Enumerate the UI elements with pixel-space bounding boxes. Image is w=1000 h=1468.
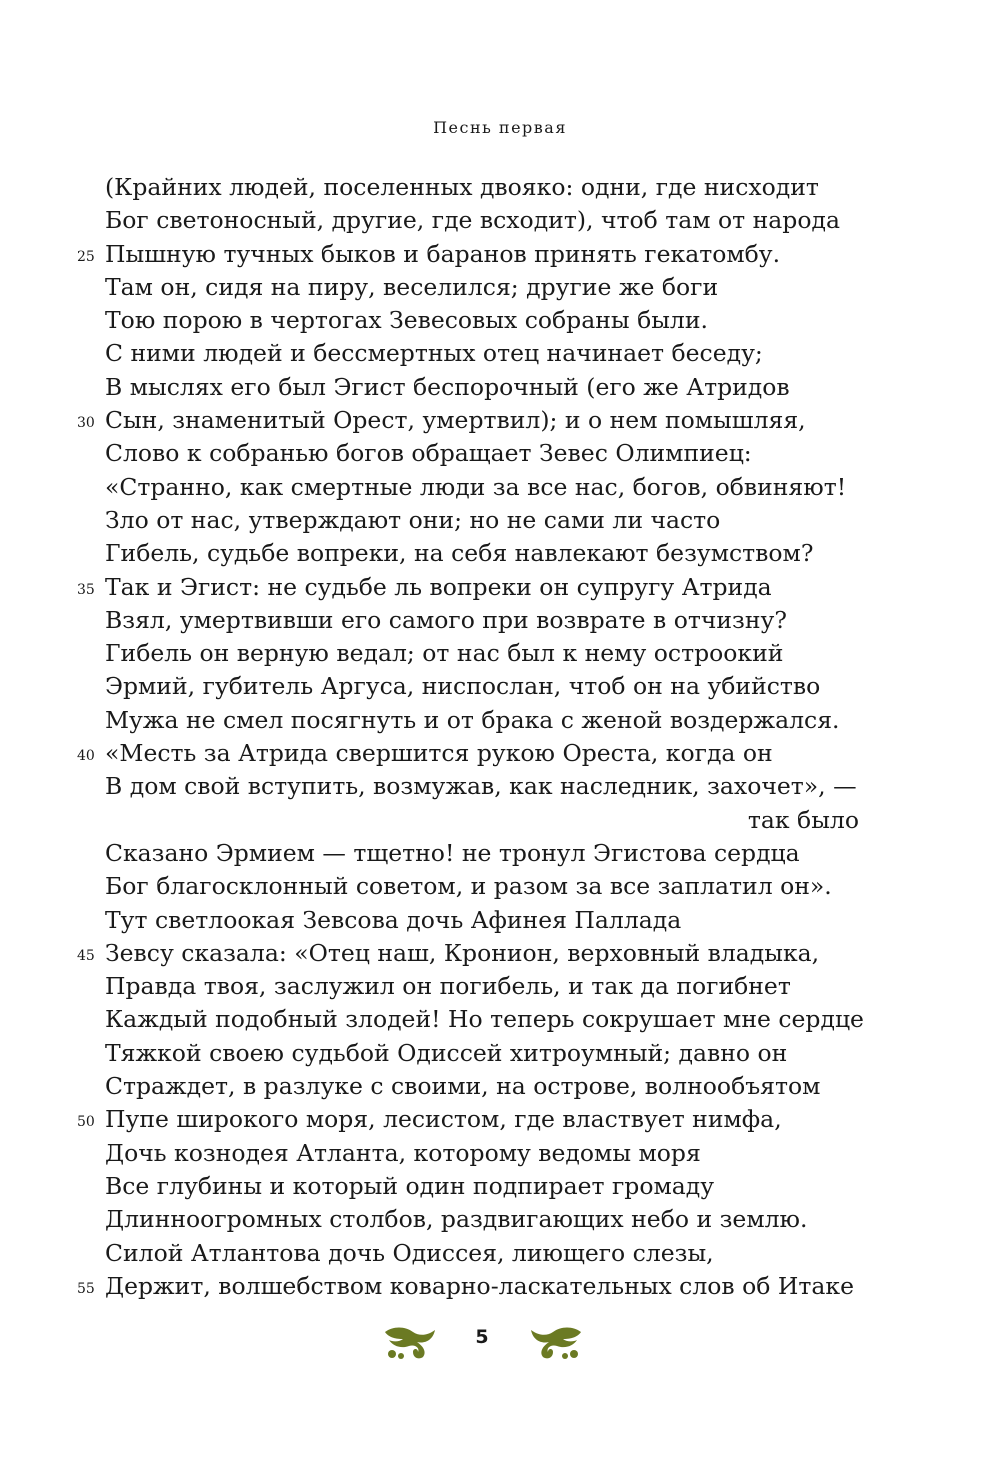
page-footer xyxy=(0,1324,1000,1364)
line-text: Гибель, судьбе вопреки, на себя навлекают безумством? xyxy=(105,539,814,568)
poem-line xyxy=(0,870,1000,903)
poem-line xyxy=(0,1037,1000,1070)
line-text: Пупе широкого моря, лесистом, где властвует нимфа, xyxy=(105,1105,782,1134)
line-text: Тут светлоокая Зевсова дочь Афинея Паллада xyxy=(105,905,682,934)
poem-line xyxy=(0,504,1000,537)
poem-line xyxy=(0,737,1000,770)
poem-line xyxy=(0,371,1000,404)
poem-line xyxy=(0,1070,1000,1103)
poem-line xyxy=(0,471,1000,504)
line-text: В мыслях его был Эгист беспорочный (его же Атридов xyxy=(105,372,790,401)
left-ornament-icon xyxy=(383,1324,437,1360)
line-text: Слово к собранью богов обращает Зевес Олимпиец: xyxy=(105,439,752,468)
line-text: Тяжкой своею судьбой Одиссей хитроумный; давно он xyxy=(105,1038,788,1067)
line-text: Силой Атлантова дочь Одиссея, лиющего слезы, xyxy=(105,1238,714,1267)
line-number: 40 xyxy=(77,748,95,765)
line-text: Эрмий, губитель Аргуса, ниспослан, чтоб он на убийство xyxy=(105,672,821,701)
line-text: В дом свой вступить, возмужав, как наследник, захочет», — xyxy=(105,772,857,801)
poem-line xyxy=(0,171,1000,204)
line-number: 50 xyxy=(77,1114,95,1131)
right-ornament-icon xyxy=(529,1324,583,1360)
line-text: С ними людей и бессмертных отец начинает беседу; xyxy=(105,339,763,368)
poem-line xyxy=(0,704,1000,737)
poem-line xyxy=(0,970,1000,1003)
line-text: Пышную тучных быков и баранов принять гекатомбу. xyxy=(105,239,781,268)
line-text: Бог благосклонный советом, и разом за все заплатил он». xyxy=(105,872,832,901)
line-text: Так и Эгист: не судьбе ль вопреки он супругу Атрида xyxy=(105,572,772,601)
poem-line xyxy=(0,204,1000,237)
line-text: Сказано Эрмием — тщетно! не тронул Эгистова сердца xyxy=(105,838,800,867)
poem-line xyxy=(0,437,1000,470)
poem-line xyxy=(0,238,1000,271)
line-text: (Крайних людей, поселенных двояко: одни, где нисходит xyxy=(105,173,819,201)
line-text: Зло от нас, утверждают они; но не сами ли часто xyxy=(105,505,721,534)
poem-line xyxy=(0,604,1000,637)
line-text: Дочь козн​одея Атланта, которому ведомы моря xyxy=(105,1138,701,1167)
line-number: 35 xyxy=(77,581,95,598)
poem-line xyxy=(0,304,1000,337)
line-text: Тою порою в чертогах Зевесовых собраны были. xyxy=(105,306,708,335)
poem-line xyxy=(0,337,1000,370)
poem-text xyxy=(0,171,1000,1303)
poem-line xyxy=(0,271,1000,304)
poem-line xyxy=(0,770,1000,803)
line-text: Бог светоносный, другие, где всходит), чтоб там от народа xyxy=(105,206,840,235)
line-text: Длинноогромных столбов, раздвигающих небо и землю. xyxy=(105,1205,808,1234)
poem-line xyxy=(0,937,1000,970)
poem-line xyxy=(0,670,1000,703)
poem-line xyxy=(0,804,1000,837)
page-number: 5 xyxy=(475,1326,489,1348)
line-text: Сын, знаменитый Орест, умертвил); и о нем помышляя, xyxy=(105,406,806,435)
poem-line xyxy=(0,1103,1000,1136)
line-text: Все глубины и который один подпирает громаду xyxy=(105,1171,715,1200)
line-text: Мужа не смел посягнуть и от брака с женой воздержался. xyxy=(105,705,840,734)
line-number: 25 xyxy=(77,248,95,265)
line-text: Каждый подобный злодей! Но теперь сокрушает мне сердце xyxy=(105,1005,864,1034)
line-text: Правда твоя, заслужил он погибель, и так да погибнет xyxy=(105,972,791,1001)
line-text: Зевсу сказала: «Отец наш, Кронион, верховный владыка, xyxy=(105,938,820,967)
line-text: так было xyxy=(747,805,859,834)
poem-line xyxy=(0,404,1000,437)
running-header: Песнь первая xyxy=(433,118,567,137)
line-text: «Месть за Атрида свершится рукою Ореста, когда он xyxy=(105,739,773,768)
line-number: 30 xyxy=(77,415,95,432)
line-number: 45 xyxy=(77,947,95,964)
poem-line xyxy=(0,537,1000,570)
line-text: Держит, волшебством коварно-ласкательных слов об Итаке xyxy=(105,1271,854,1300)
line-text: Гибель он верную ведал; от нас был к нему остроокий xyxy=(105,639,784,668)
line-text: Взял, умертвивши его самого при возврате в отчизну? xyxy=(105,605,787,634)
poem-line xyxy=(0,637,1000,670)
poem-line xyxy=(0,1203,1000,1236)
line-number: 55 xyxy=(77,1280,95,1297)
line-text: «Странно, как смертные люди за все нас, богов, обвиняют! xyxy=(105,472,847,501)
poem-line xyxy=(0,571,1000,604)
line-text: Страждет, в разлуке с своими, на острове, волнообъятом xyxy=(105,1072,821,1101)
line-text: Там он, сидя на пиру, веселился; другие же боги xyxy=(105,272,719,301)
poem-line xyxy=(0,1170,1000,1203)
poem-line xyxy=(0,1003,1000,1036)
poem-line xyxy=(0,1237,1000,1270)
poem-line xyxy=(0,1137,1000,1170)
poem-line xyxy=(0,837,1000,870)
poem-line xyxy=(0,904,1000,937)
poem-line xyxy=(0,1270,1000,1303)
